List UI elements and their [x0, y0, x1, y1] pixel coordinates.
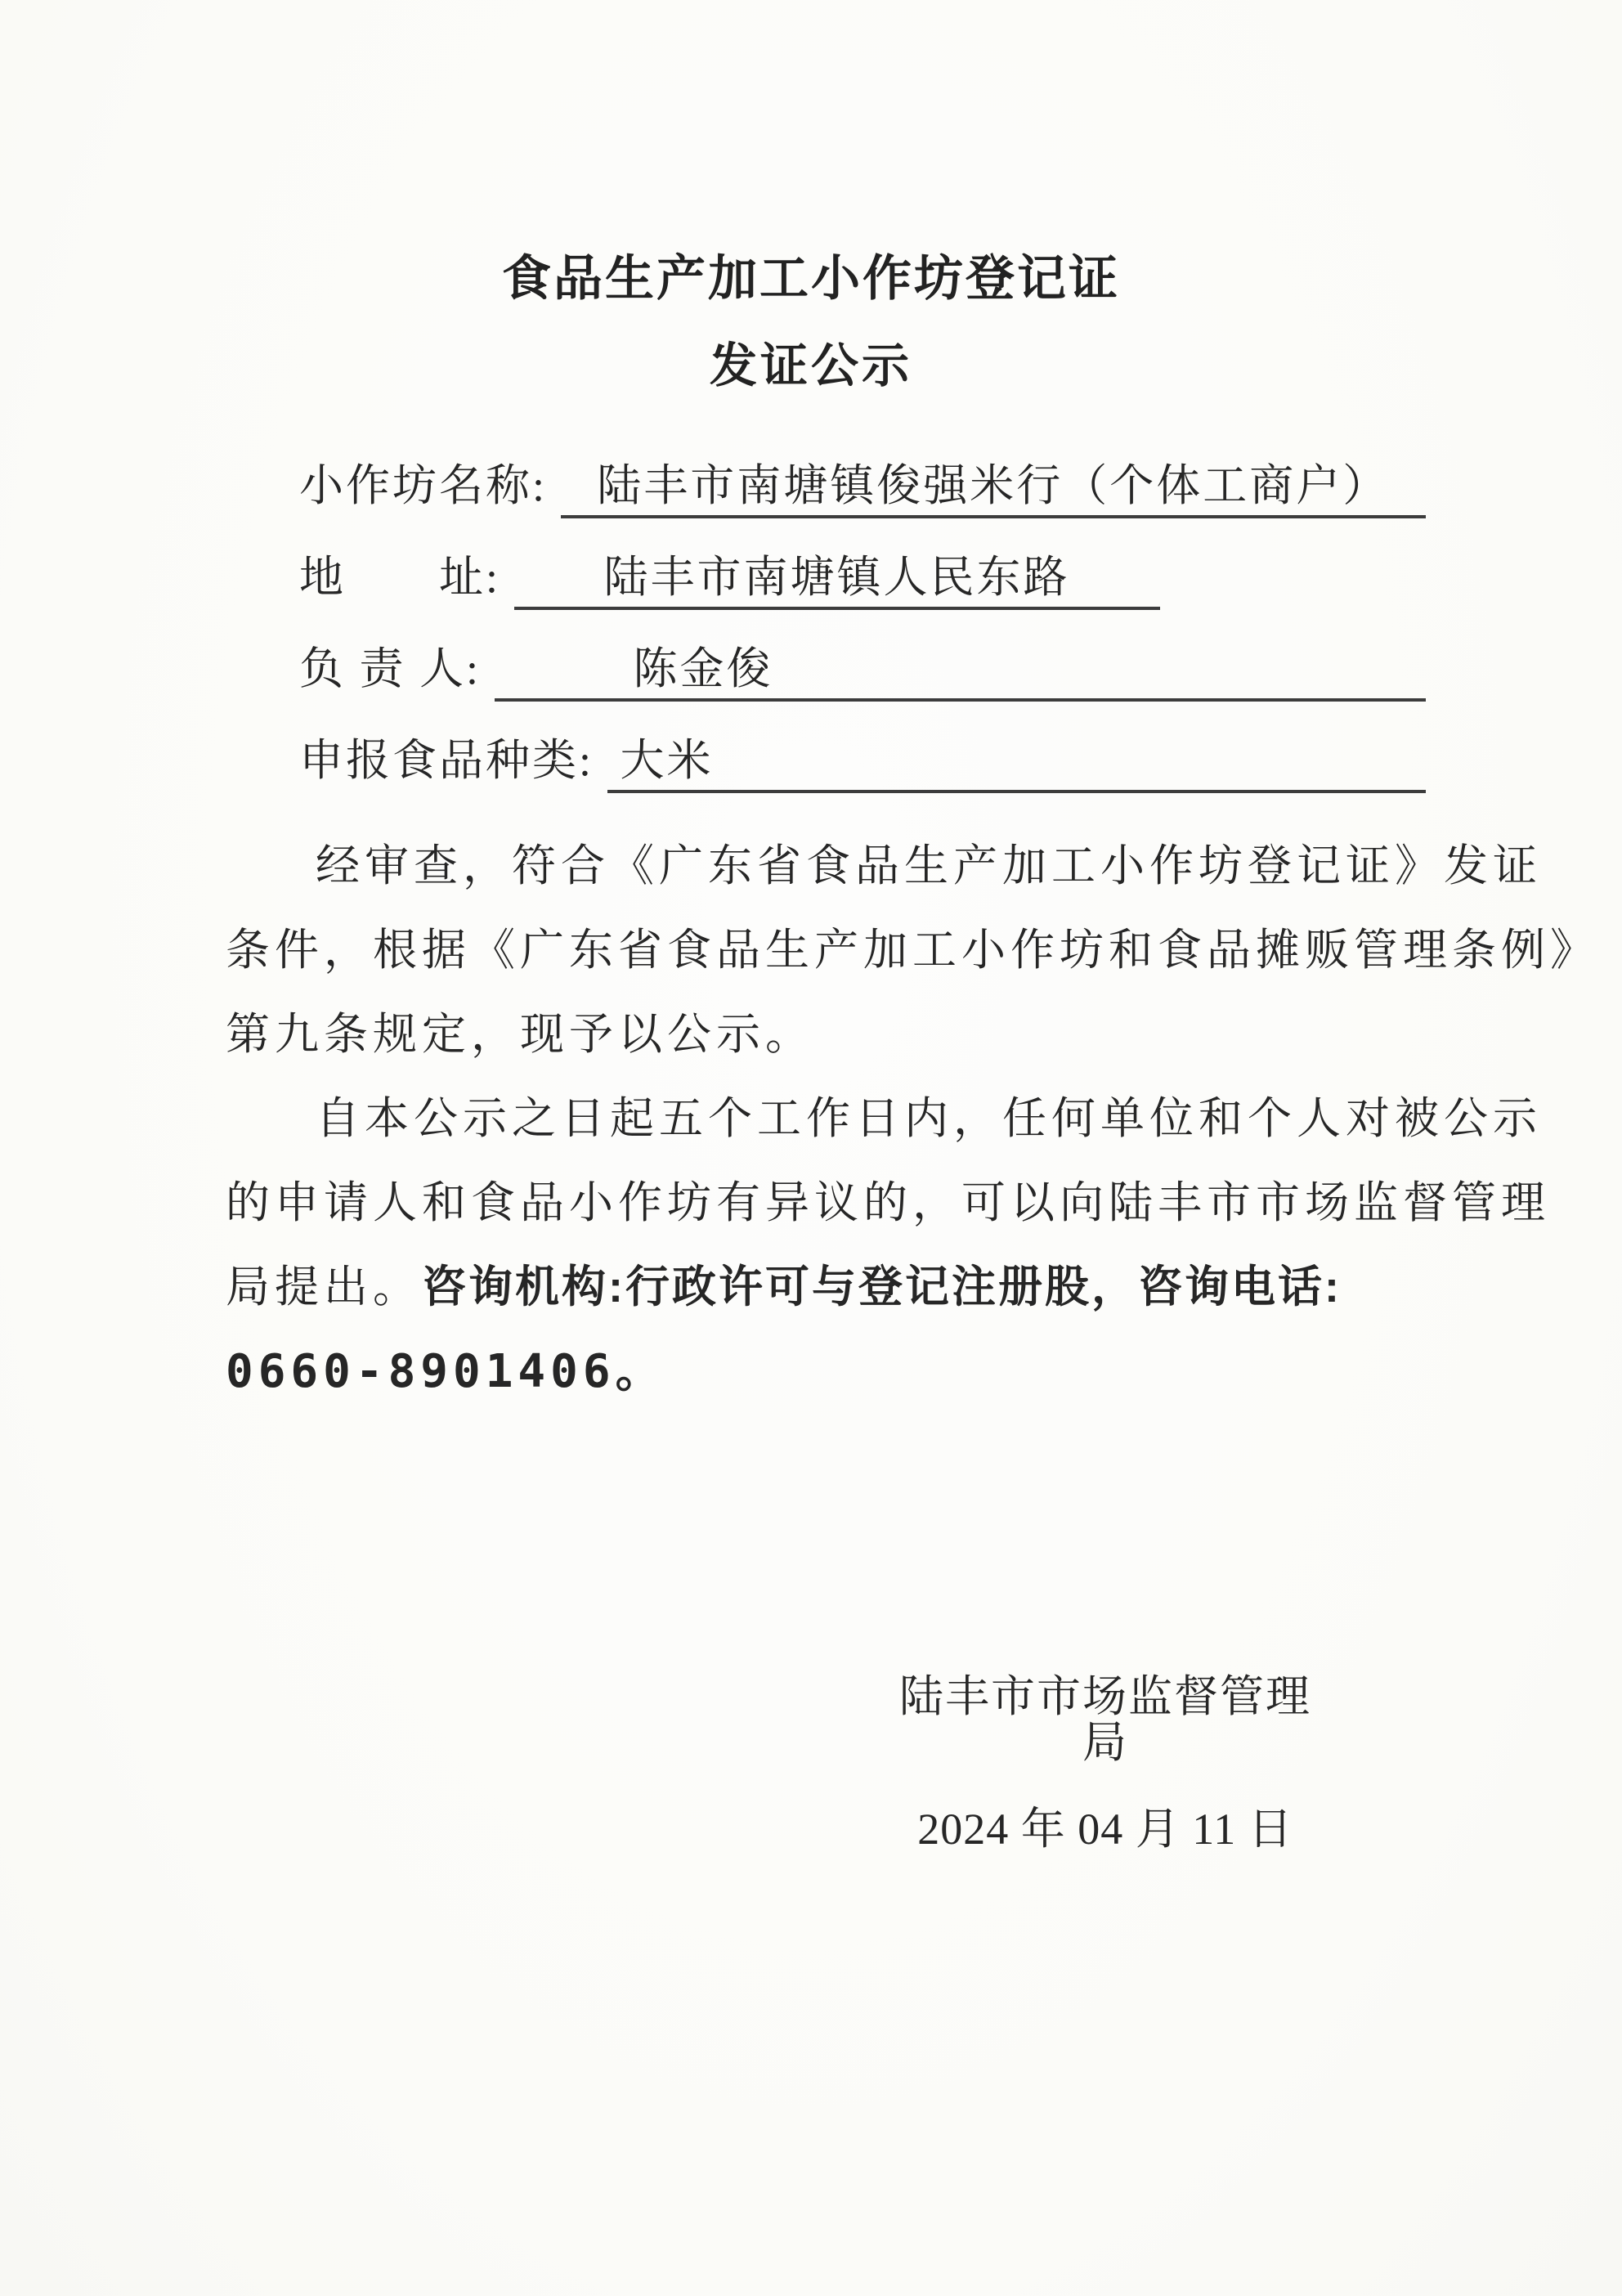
field-list: [226, 427, 1426, 793]
paragraph-objection-notice: [226, 1077, 1550, 1414]
field-row-address: [226, 518, 1426, 610]
paragraph-line: 的申请人和食品小作坊有异议的，可以向陆丰市市场监督管理: [226, 1178, 1550, 1227]
paragraph-line: [226, 1245, 1426, 1330]
paragraph-line: 第九条规定，现予以公示。: [226, 1010, 814, 1059]
paragraph-review-result: [226, 824, 1599, 1077]
field-row-food-category: [226, 702, 1426, 793]
document-body: [226, 427, 1599, 1414]
document-footer: [881, 1674, 1329, 1852]
address-underline: [514, 542, 1160, 610]
consultation-office-text: 咨询机构:行政许可与登记注册股，咨询电话:: [422, 1262, 1342, 1312]
paragraphs: [226, 824, 1599, 1414]
issue-date: 2024 年 04 月 11 日: [917, 1805, 1293, 1854]
food-category-underline: [607, 725, 1426, 793]
issuing-agency-name: 陆丰市市场监督管理局: [899, 1672, 1311, 1767]
person-in-charge-value: 陈金俊: [633, 644, 773, 693]
food-category-label: 申报食品种类:: [299, 736, 607, 785]
person-in-charge-label: 负 责 人:: [299, 644, 495, 693]
paragraph-line: 自本公示之日起五个工作日内，任何单位和个人对被公示: [316, 1094, 1542, 1143]
workshop-name-label: 小作坊名称:: [299, 461, 561, 510]
field-row-person-in-charge: [226, 610, 1426, 702]
workshop-name-value: 陆丰市南塘镇俊强米行（个体工商户）: [597, 461, 1390, 510]
workshop-name-underline: [561, 451, 1426, 518]
field-row-workshop-name: [226, 427, 1426, 518]
address-label: 地 址:: [299, 553, 514, 602]
document-title: 食品生产加工小作坊登记证: [502, 252, 1120, 306]
paragraph-line: 经审查，符合《广东省食品生产加工小作坊登记证》发证: [316, 841, 1542, 890]
objection-line-normal-part: 局提出。: [226, 1262, 422, 1312]
address-value: 陆丰市南塘镇人民东路: [603, 553, 1070, 602]
paragraph-line: 条件，根据《广东省食品生产加工小作坊和食品摊贩管理条例》: [226, 926, 1599, 975]
food-category-value: 大米: [620, 736, 714, 785]
document-subtitle: 发证公示: [709, 339, 912, 392]
consultation-phone-number: 0660-8901406。: [226, 1345, 666, 1398]
person-in-charge-underline: [495, 634, 1426, 702]
